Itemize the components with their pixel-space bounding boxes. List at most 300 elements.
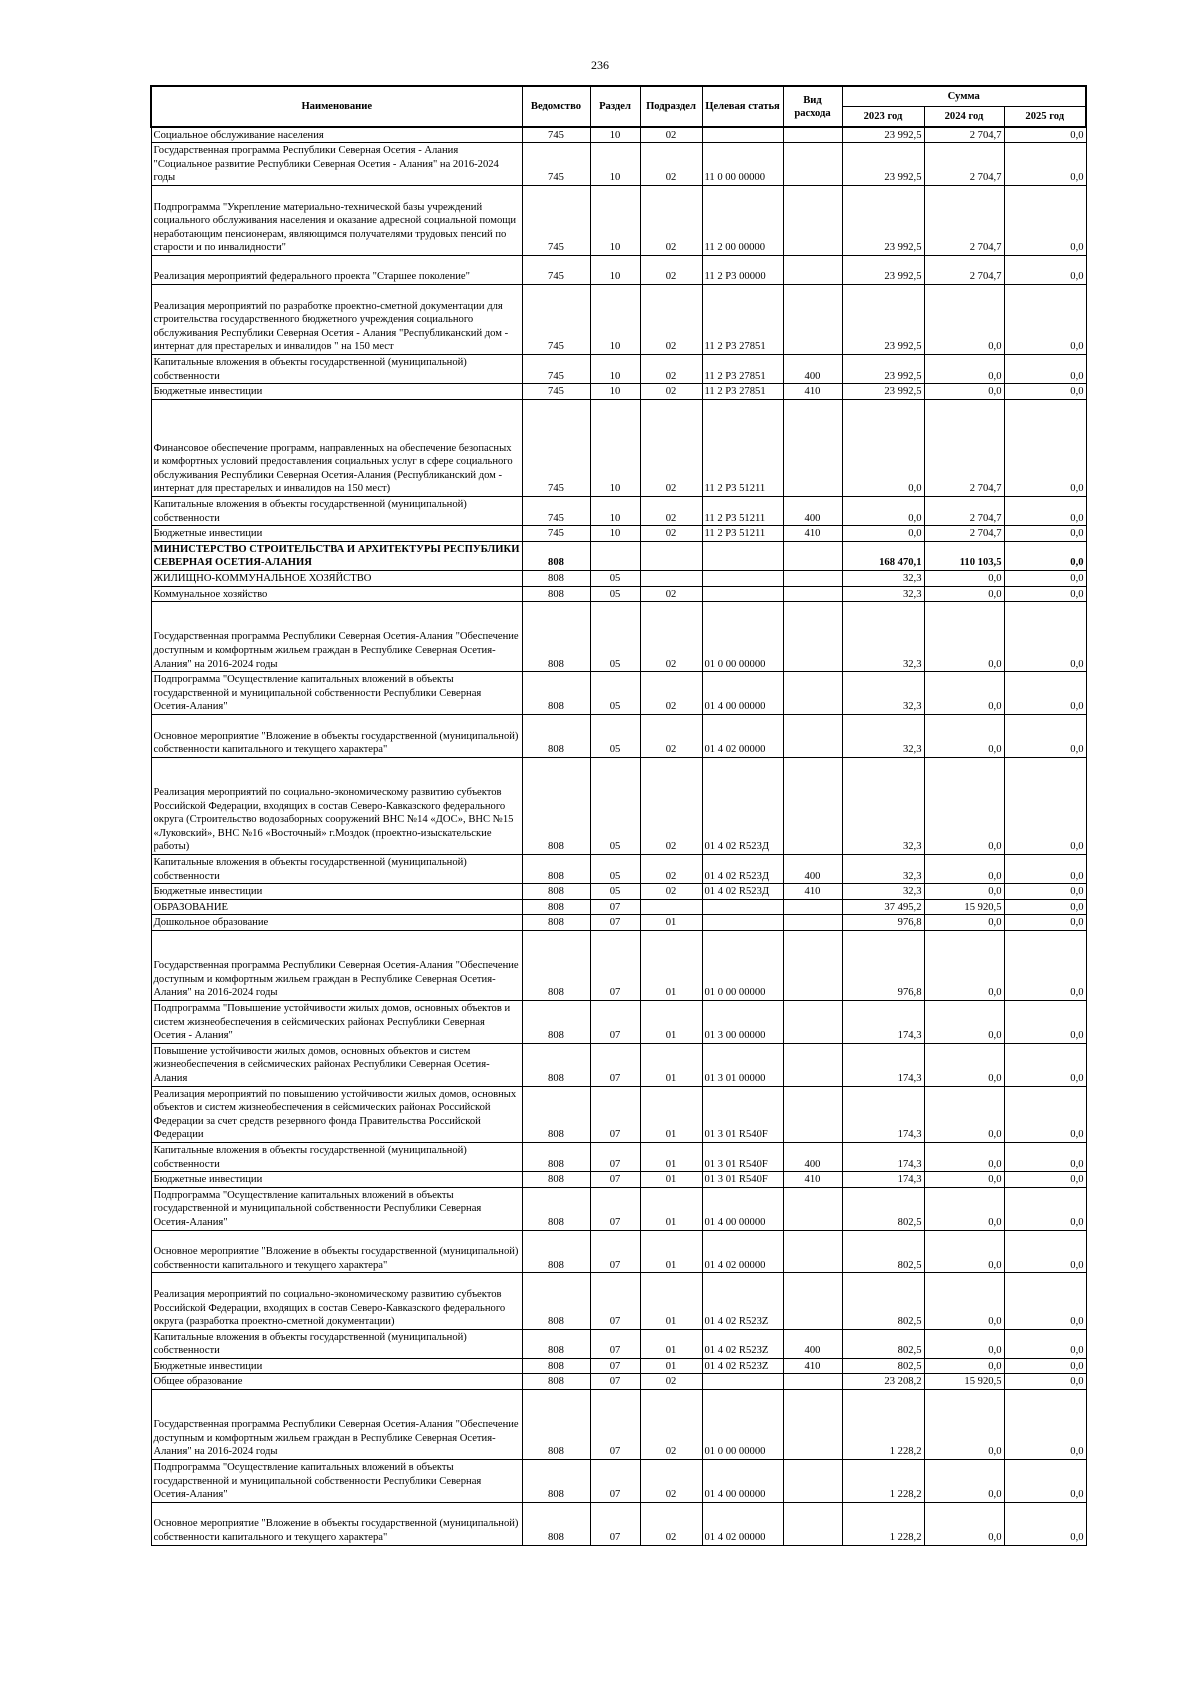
row-name: Государственная программа Республики Северная Осетия-Алания "Обеспечение доступным и комфортным жильем граждан в Республике Северная Осетия-Алания" на 2016-2024 годы [151, 602, 522, 672]
table-row [151, 1172, 1086, 1188]
table-row [151, 1273, 1086, 1329]
row-sum-2024: 0,0 [924, 1329, 1004, 1358]
row-sum-2023: 32,3 [842, 757, 924, 854]
row-sum-2024: 0,0 [924, 915, 1004, 931]
row-target-article: 01 4 02 00000 [702, 715, 783, 758]
row-section: 07 [590, 1187, 640, 1230]
row-department: 808 [522, 1374, 590, 1390]
row-expense-type [783, 930, 842, 1000]
row-department: 808 [522, 884, 590, 900]
row-sum-2025: 0,0 [1004, 930, 1086, 1000]
row-department: 808 [522, 571, 590, 587]
row-subsection: 02 [640, 1502, 702, 1545]
row-sum-2023: 0,0 [842, 399, 924, 496]
row-sum-2023: 23 992,5 [842, 185, 924, 255]
row-expense-type: 400 [783, 497, 842, 526]
row-name: Коммунальное хозяйство [151, 586, 522, 602]
row-sum-2025: 0,0 [1004, 715, 1086, 758]
row-subsection: 02 [640, 255, 702, 284]
row-target-article: 01 0 00 00000 [702, 930, 783, 1000]
row-sum-2025: 0,0 [1004, 899, 1086, 915]
row-section: 10 [590, 285, 640, 355]
row-sum-2024: 110 103,5 [924, 541, 1004, 570]
row-target-article: 01 4 02 R523Д [702, 854, 783, 883]
row-section: 05 [590, 854, 640, 883]
row-target-article: 01 4 02 00000 [702, 1502, 783, 1545]
row-target-article: 11 2 P3 27851 [702, 384, 783, 400]
row-sum-2025: 0,0 [1004, 915, 1086, 931]
row-subsection: 01 [640, 1273, 702, 1329]
row-sum-2024: 2 704,7 [924, 497, 1004, 526]
row-name: Реализация мероприятий федерального проекта "Старшее поколение" [151, 255, 522, 284]
row-section: 05 [590, 571, 640, 587]
row-sum-2024: 0,0 [924, 1086, 1004, 1142]
row-name: Повышение устойчивости жилых домов, основных объектов и систем жизнеобеспечения в сейсмических районах Республики Северная Осетия-Алания [151, 1043, 522, 1086]
table-row [151, 1374, 1086, 1390]
row-target-article [702, 541, 783, 570]
row-section: 07 [590, 1273, 640, 1329]
row-target-article [702, 586, 783, 602]
row-sum-2024: 0,0 [924, 1000, 1004, 1043]
row-sum-2025: 0,0 [1004, 541, 1086, 570]
row-expense-type [783, 399, 842, 496]
row-section: 05 [590, 602, 640, 672]
row-target-article [702, 571, 783, 587]
row-sum-2025: 0,0 [1004, 884, 1086, 900]
row-department: 808 [522, 586, 590, 602]
row-department: 808 [522, 672, 590, 715]
row-sum-2024: 0,0 [924, 1187, 1004, 1230]
table-row [151, 1142, 1086, 1171]
row-target-article [702, 899, 783, 915]
row-subsection: 02 [640, 602, 702, 672]
row-department: 808 [522, 899, 590, 915]
row-sum-2024: 0,0 [924, 1043, 1004, 1086]
row-expense-type: 400 [783, 854, 842, 883]
row-expense-type [783, 1460, 842, 1503]
row-subsection: 02 [640, 1374, 702, 1390]
row-sum-2023: 976,8 [842, 930, 924, 1000]
row-sum-2023: 32,3 [842, 672, 924, 715]
row-name: Дошкольное образование [151, 915, 522, 931]
header-year-2025: 2025 год [1004, 107, 1086, 128]
row-target-article: 01 4 02 R523Д [702, 884, 783, 900]
row-department: 808 [522, 1230, 590, 1273]
row-department: 808 [522, 1172, 590, 1188]
row-sum-2024: 0,0 [924, 1172, 1004, 1188]
table-row [151, 526, 1086, 542]
table-row [151, 399, 1086, 496]
row-sum-2024: 0,0 [924, 854, 1004, 883]
header-expense-type: Вид расхода [783, 86, 842, 127]
row-name: Реализация мероприятий по социально-экономическому развитию субъектов Российской Федерации, входящих в состав Северо-Кавказского федерального округа (Строительство водозаборных сооружений ВНС №14 «ДОС», ВНС №15 «Луковский», ВНС №16 «Восточный» г.Моздок (проектно-изыскательские работы) [151, 757, 522, 854]
row-target-article: 01 3 01 R540F [702, 1086, 783, 1142]
row-name: Капитальные вложения в объекты государственной (муниципальной) собственности [151, 854, 522, 883]
row-sum-2023: 0,0 [842, 526, 924, 542]
table-row [151, 285, 1086, 355]
row-sum-2025: 0,0 [1004, 399, 1086, 496]
row-section: 05 [590, 586, 640, 602]
row-department: 745 [522, 143, 590, 186]
row-sum-2024: 0,0 [924, 1230, 1004, 1273]
row-target-article: 01 3 00 00000 [702, 1000, 783, 1043]
row-target-article: 01 4 02 R523Z [702, 1273, 783, 1329]
row-department: 745 [522, 399, 590, 496]
row-section: 07 [590, 1390, 640, 1460]
row-sum-2023: 32,3 [842, 602, 924, 672]
row-name: Подпрограмма "Осуществление капитальных вложений в объекты государственной и муниципальной собственности Республики Северная Осетия-Алания" [151, 672, 522, 715]
row-expense-type [783, 1043, 842, 1086]
row-section: 07 [590, 1000, 640, 1043]
row-sum-2024: 0,0 [924, 1502, 1004, 1545]
row-section: 10 [590, 127, 640, 143]
row-sum-2024: 0,0 [924, 384, 1004, 400]
row-expense-type [783, 715, 842, 758]
row-sum-2025: 0,0 [1004, 1000, 1086, 1043]
row-sum-2025: 0,0 [1004, 1043, 1086, 1086]
row-sum-2023: 23 992,5 [842, 127, 924, 143]
row-target-article: 11 2 P3 51211 [702, 399, 783, 496]
row-sum-2025: 0,0 [1004, 185, 1086, 255]
row-sum-2023: 1 228,2 [842, 1390, 924, 1460]
row-subsection: 02 [640, 1460, 702, 1503]
row-subsection: 01 [640, 1358, 702, 1374]
row-subsection: 02 [640, 672, 702, 715]
row-subsection: 01 [640, 1086, 702, 1142]
row-sum-2023: 23 992,5 [842, 384, 924, 400]
row-sum-2024: 0,0 [924, 586, 1004, 602]
row-target-article: 01 0 00 00000 [702, 602, 783, 672]
row-target-article: 01 4 00 00000 [702, 672, 783, 715]
table-row [151, 185, 1086, 255]
row-sum-2025: 0,0 [1004, 497, 1086, 526]
row-name: Бюджетные инвестиции [151, 1172, 522, 1188]
row-subsection: 01 [640, 930, 702, 1000]
row-department: 745 [522, 526, 590, 542]
row-expense-type [783, 143, 842, 186]
row-subsection: 01 [640, 1230, 702, 1273]
table-row [151, 1043, 1086, 1086]
row-target-article: 01 4 02 R523Z [702, 1358, 783, 1374]
table-row [151, 1329, 1086, 1358]
row-subsection [640, 571, 702, 587]
row-target-article [702, 127, 783, 143]
row-sum-2025: 0,0 [1004, 1142, 1086, 1171]
row-department: 745 [522, 255, 590, 284]
row-target-article: 11 2 P3 51211 [702, 526, 783, 542]
row-subsection: 01 [640, 1187, 702, 1230]
row-sum-2025: 0,0 [1004, 127, 1086, 143]
row-sum-2024: 0,0 [924, 1460, 1004, 1503]
row-expense-type [783, 1086, 842, 1142]
row-sum-2023: 802,5 [842, 1273, 924, 1329]
row-section: 10 [590, 355, 640, 384]
row-department: 808 [522, 1390, 590, 1460]
row-department: 808 [522, 930, 590, 1000]
row-sum-2025: 0,0 [1004, 526, 1086, 542]
table-row [151, 672, 1086, 715]
row-department: 808 [522, 1273, 590, 1329]
row-department: 808 [522, 1000, 590, 1043]
table-row [151, 602, 1086, 672]
row-sum-2025: 0,0 [1004, 571, 1086, 587]
row-department: 745 [522, 355, 590, 384]
row-section: 07 [590, 1502, 640, 1545]
header-name: Наименование [151, 86, 522, 127]
row-section: 07 [590, 1358, 640, 1374]
table-row [151, 1000, 1086, 1043]
row-department: 745 [522, 285, 590, 355]
row-sum-2024: 15 920,5 [924, 899, 1004, 915]
row-sum-2023: 174,3 [842, 1000, 924, 1043]
row-target-article: 01 4 02 00000 [702, 1230, 783, 1273]
header-subsection: Подраздел [640, 86, 702, 127]
row-expense-type [783, 1390, 842, 1460]
row-sum-2023: 32,3 [842, 571, 924, 587]
row-sum-2023: 32,3 [842, 854, 924, 883]
row-name: Капитальные вложения в объекты государственной (муниципальной) собственности [151, 1329, 522, 1358]
row-subsection: 02 [640, 884, 702, 900]
row-sum-2024: 2 704,7 [924, 399, 1004, 496]
row-sum-2024: 0,0 [924, 355, 1004, 384]
row-sum-2025: 0,0 [1004, 586, 1086, 602]
row-section: 07 [590, 1329, 640, 1358]
row-sum-2024: 0,0 [924, 285, 1004, 355]
row-section: 07 [590, 915, 640, 931]
row-target-article: 01 4 00 00000 [702, 1187, 783, 1230]
row-expense-type [783, 571, 842, 587]
row-target-article: 11 2 00 00000 [702, 185, 783, 255]
table-header [151, 86, 1086, 127]
row-department: 808 [522, 1460, 590, 1503]
row-expense-type [783, 899, 842, 915]
row-sum-2023: 1 228,2 [842, 1502, 924, 1545]
row-section: 10 [590, 497, 640, 526]
row-department: 808 [522, 602, 590, 672]
row-name: Капитальные вложения в объекты государственной (муниципальной) собственности [151, 1142, 522, 1171]
row-name: Подпрограмма "Повышение устойчивости жилых домов, основных объектов и систем жизнеобеспечения в сейсмических районах Республики Северная Осетия - Алания" [151, 1000, 522, 1043]
row-name: Финансовое обеспечение программ, направленных на обеспечение безопасных и комфортных условий предоставления социальных услуг в сфере социального обслуживания Республики Северная Осетия-Алания (Республиканский дом - интернат для престарелых и инвалидов на 150 мест) [151, 399, 522, 496]
row-name: Государственная программа Республики Северная Осетия-Алания "Обеспечение доступным и комфортным жильем граждан в Республике Северная Осетия-Алания" на 2016-2024 годы [151, 930, 522, 1000]
row-name: Капитальные вложения в объекты государственной (муниципальной) собственности [151, 497, 522, 526]
row-department: 808 [522, 1142, 590, 1171]
row-subsection: 02 [640, 586, 702, 602]
row-sum-2025: 0,0 [1004, 355, 1086, 384]
row-expense-type: 410 [783, 526, 842, 542]
row-section: 07 [590, 1374, 640, 1390]
row-sum-2024: 0,0 [924, 672, 1004, 715]
row-department: 808 [522, 1086, 590, 1142]
row-expense-type [783, 586, 842, 602]
row-sum-2024: 2 704,7 [924, 255, 1004, 284]
row-sum-2024: 2 704,7 [924, 185, 1004, 255]
row-section: 05 [590, 672, 640, 715]
row-name: Бюджетные инвестиции [151, 884, 522, 900]
row-sum-2023: 23 992,5 [842, 143, 924, 186]
row-subsection: 01 [640, 1142, 702, 1171]
row-target-article: 01 4 00 00000 [702, 1460, 783, 1503]
row-department: 745 [522, 127, 590, 143]
row-department: 808 [522, 1187, 590, 1230]
row-department: 808 [522, 854, 590, 883]
table-row [151, 586, 1086, 602]
row-sum-2024: 0,0 [924, 715, 1004, 758]
row-section: 10 [590, 255, 640, 284]
row-subsection: 02 [640, 143, 702, 186]
row-name: МИНИСТЕРСТВО СТРОИТЕЛЬСТВА И АРХИТЕКТУРЫ РЕСПУБЛИКИ СЕВЕРНАЯ ОСЕТИЯ-АЛАНИЯ [151, 541, 522, 570]
table-row [151, 899, 1086, 915]
row-target-article: 01 3 01 00000 [702, 1043, 783, 1086]
header-sum: Сумма [842, 86, 1086, 107]
row-department: 745 [522, 384, 590, 400]
row-section: 10 [590, 384, 640, 400]
row-department: 808 [522, 1329, 590, 1358]
row-target-article: 11 2 P3 00000 [702, 255, 783, 284]
row-target-article: 01 0 00 00000 [702, 1390, 783, 1460]
table-row [151, 757, 1086, 854]
row-sum-2025: 0,0 [1004, 1460, 1086, 1503]
row-expense-type: 410 [783, 884, 842, 900]
row-expense-type [783, 1374, 842, 1390]
row-sum-2025: 0,0 [1004, 1329, 1086, 1358]
row-sum-2024: 0,0 [924, 1390, 1004, 1460]
row-department: 745 [522, 185, 590, 255]
table-row [151, 384, 1086, 400]
row-sum-2024: 0,0 [924, 571, 1004, 587]
row-target-article: 01 3 01 R540F [702, 1172, 783, 1188]
row-section: 07 [590, 1230, 640, 1273]
row-name: ЖИЛИЩНО-КОММУНАЛЬНОЕ ХОЗЯЙСТВО [151, 571, 522, 587]
row-sum-2025: 0,0 [1004, 1172, 1086, 1188]
row-expense-type [783, 672, 842, 715]
row-sum-2024: 0,0 [924, 1273, 1004, 1329]
row-name: Бюджетные инвестиции [151, 1358, 522, 1374]
row-department: 808 [522, 1043, 590, 1086]
row-name: Подпрограмма "Укрепление материально-технической базы учреждений социального обслуживания населения и оказание адресной социальной помощи неработающим пенсионерам, являющимся получателями трудовых пенсий по старости и по инвалидности" [151, 185, 522, 255]
row-department: 808 [522, 757, 590, 854]
row-expense-type [783, 541, 842, 570]
row-subsection: 02 [640, 127, 702, 143]
header-section: Раздел [590, 86, 640, 127]
row-sum-2023: 32,3 [842, 884, 924, 900]
table-row [151, 355, 1086, 384]
row-section: 05 [590, 757, 640, 854]
row-sum-2024: 2 704,7 [924, 127, 1004, 143]
row-name: Государственная программа Республики Северная Осетия - Алания "Социальное развитие Республики Северная Осетия - Алания" на 2016-2024 годы [151, 143, 522, 186]
row-expense-type [783, 757, 842, 854]
row-section: 07 [590, 1460, 640, 1503]
row-sum-2023: 23 992,5 [842, 285, 924, 355]
row-section: 07 [590, 1142, 640, 1171]
table-row [151, 1086, 1086, 1142]
row-expense-type [783, 1273, 842, 1329]
row-expense-type [783, 602, 842, 672]
budget-table [150, 85, 1087, 1546]
row-name: Подпрограмма "Осуществление капитальных вложений в объекты государственной и муниципальной собственности Республики Северная Осетия-Алания" [151, 1460, 522, 1503]
row-subsection: 02 [640, 1390, 702, 1460]
row-subsection: 02 [640, 497, 702, 526]
row-expense-type [783, 255, 842, 284]
row-subsection: 02 [640, 399, 702, 496]
row-sum-2024: 0,0 [924, 757, 1004, 854]
row-name: Капитальные вложения в объекты государственной (муниципальной) собственности [151, 355, 522, 384]
row-section: 05 [590, 715, 640, 758]
row-section: 10 [590, 143, 640, 186]
row-target-article: 11 0 00 00000 [702, 143, 783, 186]
row-subsection: 01 [640, 1000, 702, 1043]
table-row [151, 1390, 1086, 1460]
row-name: Реализация мероприятий по повышению устойчивости жилых домов, основных объектов и систем жизнеобеспечения в сейсмических районах Российской Федерации за счет средств резервного фонда Правительства Российской Федерации [151, 1086, 522, 1142]
row-target-article: 01 3 01 R540F [702, 1142, 783, 1171]
row-expense-type [783, 127, 842, 143]
row-sum-2024: 2 704,7 [924, 143, 1004, 186]
row-sum-2025: 0,0 [1004, 1187, 1086, 1230]
row-department: 808 [522, 1358, 590, 1374]
row-subsection: 01 [640, 915, 702, 931]
row-subsection: 02 [640, 355, 702, 384]
row-expense-type: 400 [783, 355, 842, 384]
row-sum-2023: 32,3 [842, 715, 924, 758]
row-sum-2023: 1 228,2 [842, 1460, 924, 1503]
row-expense-type: 410 [783, 384, 842, 400]
row-department: 808 [522, 915, 590, 931]
table-row [151, 1460, 1086, 1503]
row-expense-type [783, 1230, 842, 1273]
row-name: Основное мероприятие "Вложение в объекты государственной (муниципальной) собственности капитального и текущего характера" [151, 715, 522, 758]
row-expense-type [783, 285, 842, 355]
row-sum-2023: 174,3 [842, 1043, 924, 1086]
row-subsection: 01 [640, 1329, 702, 1358]
header-year-2024: 2024 год [924, 107, 1004, 128]
row-expense-type [783, 915, 842, 931]
row-expense-type [783, 1502, 842, 1545]
table-row [151, 255, 1086, 284]
row-name: ОБРАЗОВАНИЕ [151, 899, 522, 915]
row-expense-type [783, 1187, 842, 1230]
row-name: Реализация мероприятий по разработке проектно-сметной документации для строительства государственного бюджетного учреждения социального обслуживания Республики Северная Осетия - Алания "Республиканский дом - интернат для престарелых и инвалидов " на 150 мест [151, 285, 522, 355]
row-section: 05 [590, 884, 640, 900]
row-expense-type: 410 [783, 1358, 842, 1374]
row-section: 07 [590, 930, 640, 1000]
row-section: 07 [590, 899, 640, 915]
row-target-article: 11 2 P3 27851 [702, 355, 783, 384]
row-sum-2023: 23 992,5 [842, 355, 924, 384]
row-name: Социальное обслуживание населения [151, 127, 522, 143]
row-sum-2023: 23 992,5 [842, 255, 924, 284]
row-target-article [702, 915, 783, 931]
row-department: 808 [522, 541, 590, 570]
row-expense-type [783, 185, 842, 255]
row-expense-type: 400 [783, 1142, 842, 1171]
row-sum-2024: 0,0 [924, 1142, 1004, 1171]
row-sum-2023: 174,3 [842, 1172, 924, 1188]
row-sum-2025: 0,0 [1004, 143, 1086, 186]
row-sum-2023: 174,3 [842, 1142, 924, 1171]
row-section: 07 [590, 1172, 640, 1188]
row-sum-2024: 0,0 [924, 930, 1004, 1000]
table-row [151, 541, 1086, 570]
row-target-article: 11 2 P3 51211 [702, 497, 783, 526]
row-target-article: 01 4 02 R523Д [702, 757, 783, 854]
table-row [151, 884, 1086, 900]
row-expense-type: 410 [783, 1172, 842, 1188]
row-sum-2025: 0,0 [1004, 854, 1086, 883]
row-sum-2025: 0,0 [1004, 1230, 1086, 1273]
row-name: Бюджетные инвестиции [151, 384, 522, 400]
row-section: 07 [590, 1086, 640, 1142]
row-sum-2023: 32,3 [842, 586, 924, 602]
row-subsection: 01 [640, 1172, 702, 1188]
